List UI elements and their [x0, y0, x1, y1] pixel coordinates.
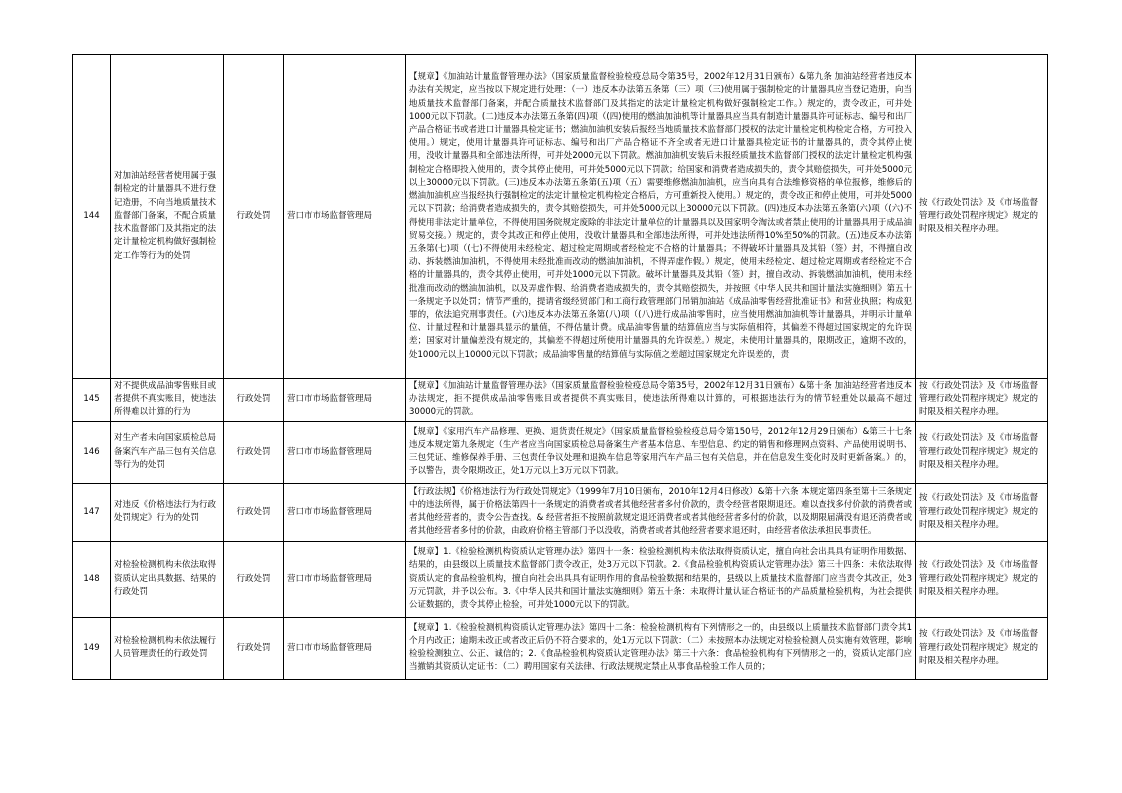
procedure-note: 按《行政处罚法》及《市场监督管理行政处罚程序规定》规定的时限及相关程序办理。 — [916, 55, 1048, 379]
row-number: 149 — [73, 617, 111, 679]
item-category: 行政处罚 — [224, 379, 284, 422]
legal-basis — [406, 379, 916, 422]
table-row — [73, 617, 1048, 679]
legal-basis — [406, 617, 916, 679]
item-name: 对生产者未向国家质检总局备案汽车产品三包有关信息等行为的处罚 — [111, 421, 224, 483]
legal-basis-text: 【规章】《家用汽车产品修理、更换、退货责任规定》（国家质量监督检验检疫总局令第150号，2012年12月29日颁布）&第三十七条 违反本规定第九条规定（生产者应当向国家质检总局备案生产者基本信息、车型信息、约定的销售和修理网点资料、产品使用说明书、三包凭证、维修保养手册、三包责任争议处理和退换车信息等家用汽车产品三包有关信息，并在信息发生变化时及时更新备案。）的，予以警告，责令限期改正，处1万元以上3万元以下罚款。 — [409, 426, 912, 477]
responsible-department: 营口市市场监督管理局 — [284, 483, 406, 541]
legal-basis-text: 【规章】《加油站计量监督管理办法》（国家质量监督检验检疫总局令第35号，2002年12月31日颁布）&第十条 加油站经营者违反本办法规定，拒不提供成品油零售账目或者提供不真实账目，使违法所得难以计算的，可根据违法行为的情节轻重处以最高不超过30000元的罚款。 — [409, 381, 912, 418]
legal-basis-text: 【行政法规】《价格违法行为行政处罚规定》（1999年7月10日颁布，2010年12月4日修改）&第十六条 本规定第四条至第十三条规定中的违法所得，属于价格法第四十一条规定的消费者或者其他经营者多付价款的，责令经营者限期退还。难以查找多付价款的消费者或者其他经营者的，责令公告查找。& 经营者拒不按照前款规定退还消费者或者其他经营者多付的价款，以及期限届满没有退还消费者或者其他经营者多付的价款，由政府价格主管部门予以没收，消费者或者其他经营者要求退还时，由经营者依法承担民事责任。 — [409, 486, 912, 537]
responsible-department: 营口市市场监督管理局 — [284, 55, 406, 379]
procedure-note: 按《行政处罚法》及《市场监督管理行政处罚程序规定》规定的时限及相关程序办理。 — [916, 421, 1048, 483]
row-number: 147 — [73, 483, 111, 541]
legal-basis — [406, 55, 916, 379]
responsible-department: 营口市市场监督管理局 — [284, 379, 406, 422]
row-number: 148 — [73, 541, 111, 617]
table-row — [73, 421, 1048, 483]
procedure-note: 按《行政处罚法》及《市场监督管理行政处罚程序规定》规定的时限及相关程序办理。 — [916, 483, 1048, 541]
item-name: 对加油站经营者使用属于强制检定的计量器具不进行登记造册，不向当地质量技术监督部门备案，不配合质量技术监督部门及其指定的法定计量检定机构做好强制检定工作等行为的处罚 — [111, 55, 224, 379]
legal-basis-text: 【规章】1.《检验检测机构资质认定管理办法》第四十一条：检验检测机构未依法取得资质认定，擅自向社会出具具有证明作用数据、结果的，由县级以上质量技术监督部门责令改正，处3万元以下罚款。2.《食品检验机构资质认定管理办法》第三十四条：未依法取得资质认定的食品检验机构，擅自向社会出具具有证明作用的食品检验数据和结果的，县级以上质量技术监督部门应当责令其改正，处3万元罚款，并予以公布。3.《中华人民共和国计量法实施细则》第五十条：未取得计量认证合格证书的产品质量检验机构，为社会提供公证数据的，责令其停止检验，可并处1000元以下的罚款。 — [409, 547, 912, 610]
item-category: 行政处罚 — [224, 483, 284, 541]
responsible-department: 营口市市场监督管理局 — [284, 421, 406, 483]
item-name: 对检验检测机构未依法取得资质认定出具数据、结果的行政处罚 — [111, 541, 224, 617]
legal-basis-text: 【规章】1.《检验检测机构资质认定管理办法》第四十二条：检验检测机构有下列情形之一的，由县级以上质量技术监督部门责令其1个月内改正；逾期未改正或者改正后仍不符合要求的，处1万元以下罚款：（二）未按照本办法规定对检验检测人员实施有效管理，影响检验检测独立、公正、诚信的；2.《食品检验机构资质认定管理办法》第三十六条：食品检验机构有下列情形之一的，资质认定部门应当撤销其资质认定证书：（二）聘用国家有关法律、行政法规规定禁止从事食品检验工作人员的； — [409, 622, 912, 673]
row-number: 144 — [73, 55, 111, 379]
table-row — [73, 55, 1048, 379]
item-category: 行政处罚 — [224, 617, 284, 679]
item-name: 对检验检测机构未依法履行人员管理责任的行政处罚 — [111, 617, 224, 679]
row-number: 145 — [73, 379, 111, 422]
legal-basis-text: 【规章】《加油站计量监督管理办法》（国家质量监督检验检疫总局令第35号，2002年12月31日颁布）&第九条 加油站经营者违反本办法有关规定，应当按以下规定进行处理：（一）违反本办法第五条第（三）项（三)使用属于强制检定的计量器具应当登记造册，向当地质量技术监督部门备案，并配合质量技术监督部门及其指定的法定计量检定机构做好强制检定工作。）规定的，责令改正，可并处1000元以下罚款。(二)违反本办法第五条第(四)项（(四)使用的燃油加油机等计量器具应当具有制造计量器具许可证标志、编号和出厂产品合格证书或者进口计量器具检定证书；燃油加油机安装后报经当地质量技术监督部门授权的法定计量检定机构检定合格，方可投入使用。）规定，使用计量器具许可证标志、编号和出厂产品合格证不齐全或者无进口计量器具检定证书的计量器具的，责令其停止使用，没收计量器具和全部违法所得，可并处2000元以下罚款。燃油加油机安装后未报经质量技术监督部门授权的法定计量检定机构强制检定合格即投入使用的，责令其停止使用，可并处5000元以下罚款；给国家和消费者造成损失的，责令其赔偿损失，可并处5000元以上30000元以下罚款。(三)违反本办法第五条第(五)项（五）需要维修燃油加油机，应当向具有合法维修资格的单位报修，维修后的燃油加油机应当报经执行强制检定的法定计量检定机构检定合格后，方可重新投入使用。）规定的，责令改正和停止使用，可并处5000元以下罚款；给消费者造成损失的，责令其赔偿损失，可并处5000元以上30000元以下罚款。(四)违反本办法第五条第(六)项（(六)不得使用非法定计量单位，不得使用国务院规定废除的非法定计量单位的计量器具以及国家明令淘汰或者禁止使用的计量器具用于成品油贸易交接。）规定的，责令其改正和停止使用，没收计量器具和全部违法所得，可并处违法所得10%至50%的罚款。(五)违反本办法第五条第(七)项（(七)不得使用未经检定、超过检定周期或者经检定不合格的计量器具；不得破坏计量器具及其铅（签）封，不得擅自改动、拆装燃油加油机，不得使用未经批准而改动的燃油加油机，不得弄虚作假。）规定，使用未经检定、超过检定周期或者经检定不合格的计量器具的，责令其停止使用，可并处1000元以下罚款。破坏计量器具及其铅（签）封，擅自改动、拆装燃油加油机，使用未经批准而改动的燃油加油机，以及弄虚作假、给消费者造成损失的，责令其赔偿损失，并按照《中华人民共和国计量法实施细则》第五十一条规定予以处罚；情节严重的，提请省级经贸部门和工商行政管理部门吊销加油站《成品油零售经营批准证书》和营业执照；构成犯罪的，依法追究刑事责任。(六)违反本办法第五条第(八)项（(八)进行成品油零售时，应当使用燃油加油机等计量器具，并明示计量单位、计量过程和计量器具显示的量值，不得估量计费。成品油零售量的结算值应当与实际值相符，其偏差不得超过国家规定的允许误差；国家对计量偏差没有规定的，其偏差不得超过所使用计量器具的允许误差。）规定，未使用计量器具的，限期改正，逾期不改的，处1000元以上10000元以下罚款；成品油零售量的结算值与实际值之差超过国家规定允许误差的，责 — [409, 72, 912, 360]
item-category: 行政处罚 — [224, 421, 284, 483]
procedure-note: 按《行政处罚法》及《市场监督管理行政处罚程序规定》规定的时限及相关程序办理。 — [916, 379, 1048, 422]
item-name: 对违反《价格违法行为行政处罚规定》行为的处罚 — [111, 483, 224, 541]
table-row — [73, 541, 1048, 617]
responsible-department: 营口市市场监督管理局 — [284, 541, 406, 617]
procedure-note: 按《行政处罚法》及《市场监督管理行政处罚程序规定》规定的时限及相关程序办理。 — [916, 541, 1048, 617]
item-name: 对不提供成品油零售账目或者提供不真实账目，使违法所得难以计算的行为 — [111, 379, 224, 422]
item-category: 行政处罚 — [224, 55, 284, 379]
item-category: 行政处罚 — [224, 541, 284, 617]
legal-basis — [406, 541, 916, 617]
table-row — [73, 379, 1048, 422]
responsible-department: 营口市市场监督管理局 — [284, 617, 406, 679]
procedure-note: 按《行政处罚法》及《市场监督管理行政处罚程序规定》规定的时限及相关程序办理。 — [916, 617, 1048, 679]
legal-basis — [406, 421, 916, 483]
table-row — [73, 483, 1048, 541]
row-number: 146 — [73, 421, 111, 483]
regulation-table — [72, 54, 1048, 680]
legal-basis — [406, 483, 916, 541]
